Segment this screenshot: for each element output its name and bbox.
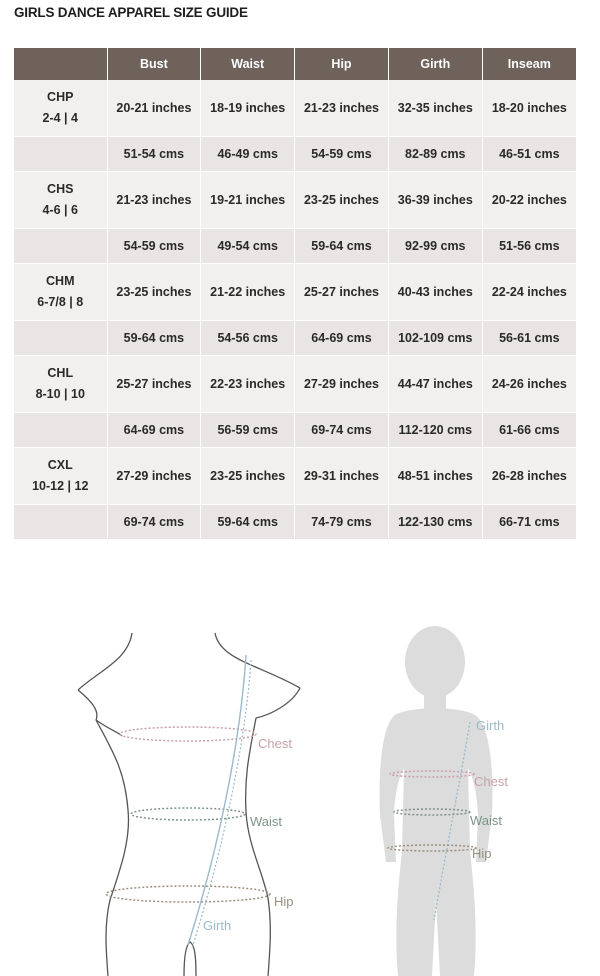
table-row — [14, 505, 576, 540]
cell-hip: 74-79 cms — [295, 505, 389, 540]
table-row — [14, 264, 576, 321]
left-hip-label: Hip — [274, 894, 294, 909]
cell-girth: 92-99 cms — [388, 229, 482, 264]
cell-waist: 59-64 cms — [201, 505, 295, 540]
cell-inseam: 56-61 cms — [482, 321, 576, 356]
size-code: CHS — [47, 182, 74, 196]
cell-girth: 48-51 inches — [388, 448, 482, 505]
size-code: CHM — [46, 274, 75, 288]
header-hip: Hip — [295, 48, 389, 80]
cell-inseam: 51-56 cms — [482, 229, 576, 264]
cell-waist: 19-21 inches — [201, 172, 295, 229]
cell-bust: 64-69 cms — [107, 413, 201, 448]
left-waist-label: Waist — [250, 814, 283, 829]
cell-hip: 27-29 inches — [295, 356, 389, 413]
cell-bust: 27-29 inches — [107, 448, 201, 505]
cell-girth: 102-109 cms — [388, 321, 482, 356]
table-row — [14, 356, 576, 413]
cell-girth: 40-43 inches — [388, 264, 482, 321]
size-label — [14, 264, 107, 321]
size-code: CHL — [47, 366, 74, 380]
page-title: GIRLS DANCE APPAREL SIZE GUIDE — [14, 5, 248, 20]
cell-girth: 32-35 inches — [388, 80, 482, 137]
size-label-empty — [14, 321, 107, 356]
cell-bust: 23-25 inches — [107, 264, 201, 321]
size-label — [14, 172, 107, 229]
cell-waist: 46-49 cms — [201, 137, 295, 172]
size-chart-table — [14, 48, 576, 540]
left-chest-label: Chest — [258, 736, 292, 751]
cell-inseam: 61-66 cms — [482, 413, 576, 448]
cell-waist: 21-22 inches — [201, 264, 295, 321]
size-range: 4-6 | 6 — [42, 203, 78, 217]
cell-bust: 21-23 inches — [107, 172, 201, 229]
right-waist-label: Waist — [470, 813, 503, 828]
cell-bust: 59-64 cms — [107, 321, 201, 356]
cell-hip: 23-25 inches — [295, 172, 389, 229]
table-row — [14, 172, 576, 229]
cell-hip: 54-59 cms — [295, 137, 389, 172]
header-bust: Bust — [107, 48, 201, 80]
table-header-row — [14, 48, 576, 80]
cell-waist: 56-59 cms — [201, 413, 295, 448]
right-girth-label: Girth — [476, 718, 505, 733]
torso-line-drawing — [78, 633, 300, 976]
right-hip-label: Hip — [472, 846, 492, 861]
cell-hip: 64-69 cms — [295, 321, 389, 356]
cell-waist: 54-56 cms — [201, 321, 295, 356]
size-code: CHP — [47, 90, 74, 104]
cell-bust: 54-59 cms — [107, 229, 201, 264]
cell-hip: 59-64 cms — [295, 229, 389, 264]
cell-bust: 20-21 inches — [107, 80, 201, 137]
right-chest-label: Chest — [474, 774, 508, 789]
header-blank — [14, 48, 107, 80]
size-label-empty — [14, 413, 107, 448]
cell-hip: 69-74 cms — [295, 413, 389, 448]
cell-inseam: 18-20 inches — [482, 80, 576, 137]
size-range: 6-7/8 | 8 — [37, 295, 84, 309]
cell-inseam: 24-26 inches — [482, 356, 576, 413]
left-girth-label: Girth — [203, 918, 232, 933]
table-row — [14, 137, 576, 172]
cell-hip: 25-27 inches — [295, 264, 389, 321]
cell-girth: 36-39 inches — [388, 172, 482, 229]
size-label — [14, 448, 107, 505]
table-row — [14, 321, 576, 356]
chest-measure-line — [120, 727, 256, 741]
cell-waist: 22-23 inches — [201, 356, 295, 413]
size-code: CXL — [47, 458, 73, 472]
size-label-empty — [14, 505, 107, 540]
size-label — [14, 80, 107, 137]
hip-measure-line — [106, 886, 270, 902]
cell-inseam: 66-71 cms — [482, 505, 576, 540]
cell-bust: 51-54 cms — [107, 137, 201, 172]
size-range: 2-4 | 4 — [42, 111, 78, 125]
size-label-empty — [14, 229, 107, 264]
cell-girth: 122-130 cms — [388, 505, 482, 540]
child-silhouette — [380, 626, 493, 976]
table-row — [14, 229, 576, 264]
cell-inseam: 46-51 cms — [482, 137, 576, 172]
cell-bust: 25-27 inches — [107, 356, 201, 413]
table-row — [14, 448, 576, 505]
cell-girth: 82-89 cms — [388, 137, 482, 172]
cell-inseam: 26-28 inches — [482, 448, 576, 505]
cell-hip: 29-31 inches — [295, 448, 389, 505]
table-row — [14, 413, 576, 448]
girth-measure-line — [188, 655, 246, 945]
size-range: 10-12 | 12 — [32, 479, 89, 493]
cell-girth: 112-120 cms — [388, 413, 482, 448]
header-girth: Girth — [388, 48, 482, 80]
cell-waist: 49-54 cms — [201, 229, 295, 264]
cell-inseam: 20-22 inches — [482, 172, 576, 229]
header-inseam: Inseam — [482, 48, 576, 80]
size-label — [14, 356, 107, 413]
cell-waist: 23-25 inches — [201, 448, 295, 505]
measurement-diagrams — [0, 600, 600, 976]
waist-measure-line — [131, 808, 245, 820]
size-label-empty — [14, 137, 107, 172]
cell-bust: 69-74 cms — [107, 505, 201, 540]
cell-inseam: 22-24 inches — [482, 264, 576, 321]
size-range: 8-10 | 10 — [35, 387, 85, 401]
header-waist: Waist — [201, 48, 295, 80]
cell-waist: 18-19 inches — [201, 80, 295, 137]
cell-hip: 21-23 inches — [295, 80, 389, 137]
table-row — [14, 80, 576, 137]
cell-girth: 44-47 inches — [388, 356, 482, 413]
